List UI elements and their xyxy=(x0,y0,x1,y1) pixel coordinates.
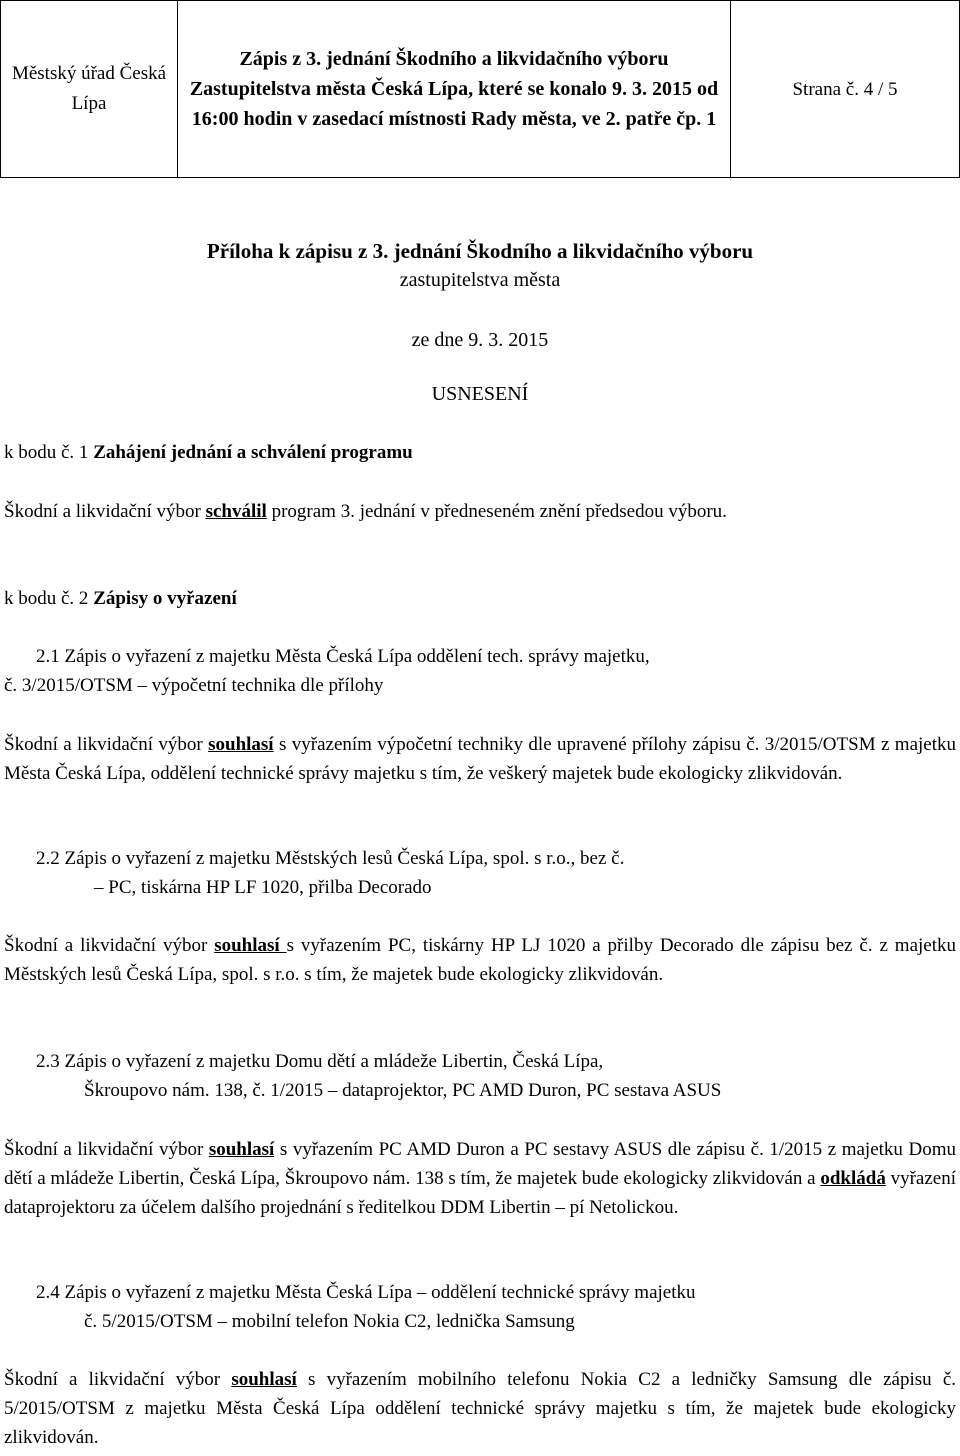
item-2-3-resolution xyxy=(4,1135,956,1222)
decision-verb: schválil xyxy=(205,501,267,522)
text: s vyřazením výpočetní techniky dle upravené přílohy zápisu č. 3/2015/OTSM z majetku Města Česká Lípa, oddělení technické správy majetku s tím, že veškerý majetek bude ekologicky zlikvidován. xyxy=(4,734,956,784)
item-2-3-heading-2: Škroupovo nám. 138, č. 1/2015 – dataprojektor, PC AMD Duron, PC sestava ASUS xyxy=(84,1080,722,1101)
decision-verb: souhlasí xyxy=(208,1139,275,1160)
resolution-heading: USNESENÍ xyxy=(431,383,529,405)
page-number: Strana č. 4 / 5 xyxy=(792,78,898,100)
text: Škodní a likvidační výbor xyxy=(4,501,206,522)
item-2-1-heading: 2.1 Zápis o vyřazení z majetku Města Česká Lípa oddělení tech. správy majetku, xyxy=(36,646,650,667)
document-title: Zápis z 3. jednání Škodního a likvidačního výboru Zastupitelstva města Česká Lípa, které se konalo 9. 3. 2015 od 16:00 hodin v zasedací místnosti Rady města, ve 2. patře čp. 1 xyxy=(178,1,731,177)
text: s vyřazením mobilního telefonu Nokia C2 a ledničky Samsung dle zápisu č. 5/2015/OTSM z majetku Města Česká Lípa oddělení technické správy majetku s tím, že majetek bude ekologicky zlikvidován. xyxy=(4,1369,957,1448)
page-header xyxy=(0,0,960,178)
item-2-4-heading: 2.4 Zápis o vyřazení z majetku Města Česká Lípa – oddělení technické správy majetku xyxy=(36,1282,696,1303)
section-1-heading xyxy=(4,438,956,467)
annex-heading: Příloha k zápisu z 3. jednání Škodního a likvidačního výboru xyxy=(206,239,754,263)
decision-verb: souhlasí xyxy=(208,734,274,755)
section-label: k bodu č. 1 xyxy=(4,442,94,463)
text: s vyřazením PC AMD Duron a PC sestavy ASUS dle zápisu č. 1/2015 z majetku Domu dětí a mládeže Libertin, Česká Lípa, Škroupovo nám. 138 s tím, že majetek bude ekologicky zlikvidován a xyxy=(4,1139,956,1189)
item-2-2-heading-2: – PC, tiskárna HP LF 1020, přilba Decorado xyxy=(94,877,432,898)
decision-verb-2: odkládá xyxy=(820,1168,886,1189)
item-2-2-resolution xyxy=(4,931,956,989)
item-2-1-heading-2: č. 3/2015/OTSM – výpočetní technika dle přílohy xyxy=(4,675,384,696)
item-2-4-resolution xyxy=(4,1365,956,1452)
decision-verb: souhlasí xyxy=(231,1369,297,1390)
decision-verb: souhlasí xyxy=(214,935,287,956)
text: Škodní a likvidační výbor xyxy=(4,734,209,755)
text: s vyřazením PC, tiskárny HP LJ 1020 a přilby Decorado dle zápisu bez č. z majetku Městských lesů Česká Lípa, spol. s r.o. s tím, že majetek bude ekologicky zlikvidován. xyxy=(4,935,957,985)
office-name: Městský úřad Česká Lípa xyxy=(1,1,178,177)
text: Škodní a likvidační výbor xyxy=(4,935,215,956)
text: Škodní a likvidační výbor xyxy=(4,1369,232,1390)
section-title: Zápisy o vyřazení xyxy=(93,588,237,609)
text: vyřazení dataprojektoru za účelem dalšího projednání s ředitelkou DDM Libertin – pí Netolickou. xyxy=(4,1168,957,1218)
item-2-4-heading-2: č. 5/2015/OTSM – mobilní telefon Nokia C2, lednička Samsung xyxy=(84,1311,575,1332)
section-2-heading xyxy=(4,584,956,613)
item-2-3-heading: 2.3 Zápis o vyřazení z majetku Domu dětí a mládeže Libertin, Česká Lípa, xyxy=(36,1051,604,1072)
text: program 3. jednání v předneseném znění předsedou výboru. xyxy=(266,501,727,522)
section-label: k bodu č. 2 xyxy=(4,588,94,609)
section-1-resolution xyxy=(4,497,956,526)
annex-heading-2: zastupitelstva města xyxy=(399,269,561,291)
item-2-1-resolution xyxy=(4,730,956,788)
section-title: Zahájení jednání a schválení programu xyxy=(93,442,413,463)
item-2-2-heading: 2.2 Zápis o vyřazení z majetku Městských lesů Česká Lípa, spol. s r.o., bez č. xyxy=(36,848,625,869)
text: Škodní a likvidační výbor xyxy=(4,1139,209,1160)
meeting-date: ze dne 9. 3. 2015 xyxy=(411,329,549,351)
